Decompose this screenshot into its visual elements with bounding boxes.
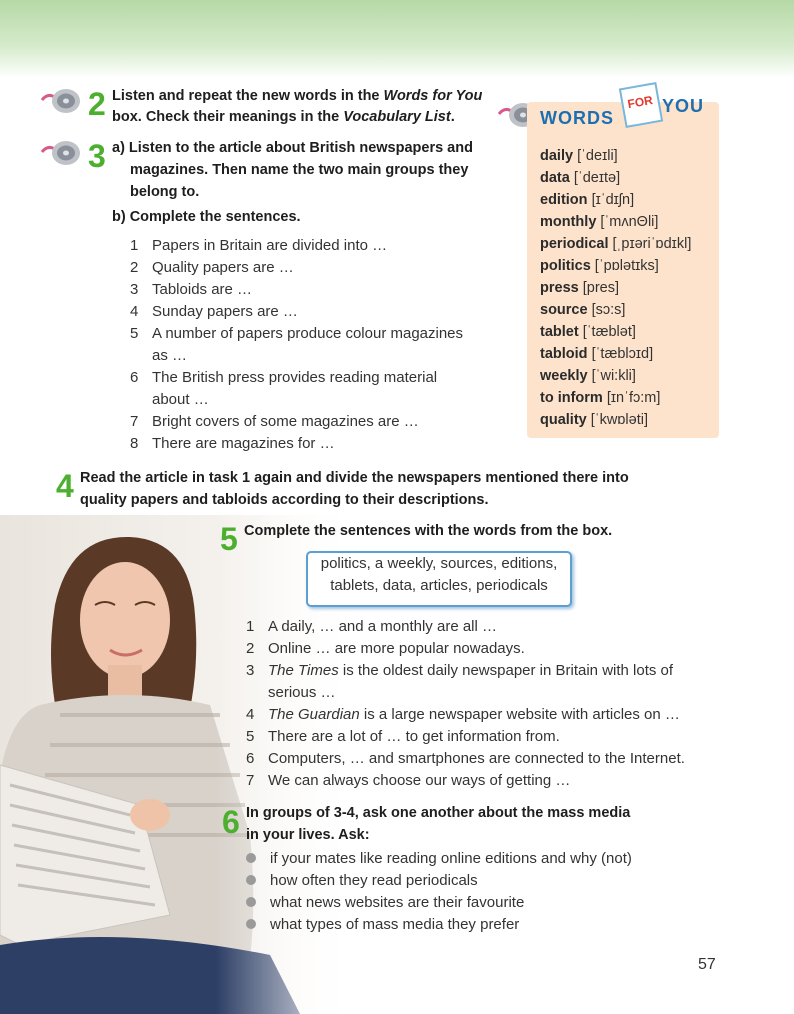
- vocab-entry: monthly [ˈmʌnΘli]: [540, 214, 659, 230]
- vocab-entry: source [sɔ:s]: [540, 302, 626, 318]
- vocab-entry: weekly [ˈwi:kli]: [540, 368, 636, 384]
- bullet-dot-icon: [246, 897, 256, 907]
- list-item: 7 We can always choose our ways of getting …: [246, 772, 571, 789]
- task6-line: in your lives. Ask:: [246, 827, 370, 843]
- bullet-item: if your mates like reading online editions and why (not): [246, 848, 632, 870]
- task-number: 5: [220, 521, 238, 557]
- list-item: 3 Tabloids are …: [130, 281, 253, 298]
- task6-line: In groups of 3-4, ask one another about the mass media: [246, 805, 631, 821]
- vocab-entry: politics [ˈpɒlətɪks]: [540, 258, 659, 274]
- audio-cd-icon[interactable]: [40, 138, 82, 168]
- task4-line: Read the article in task 1 again and divide the newspapers mentioned there into: [80, 470, 629, 486]
- vocab-entry: periodical [ˌpɪəriˈɒdɪkl]: [540, 236, 692, 252]
- list-item: 2 Online … are more popular nowadays.: [246, 640, 525, 657]
- vocab-entry: tablet [ˈtæblət]: [540, 324, 636, 340]
- bullet-item: what news websites are their favourite: [246, 892, 524, 914]
- list-item-continued: as …: [152, 347, 188, 364]
- list-item: 1 A daily, … and a monthly are all …: [246, 618, 497, 635]
- words-title: WORDS: [540, 108, 614, 128]
- vocab-entry: daily [ˈdeɪli]: [540, 148, 618, 164]
- bullet-item: how often they read periodicals: [246, 870, 478, 892]
- list-item: 8 There are magazines for …: [130, 435, 335, 452]
- you-title: YOU: [662, 96, 705, 116]
- list-item: 5 There are a lot of … to get information from.: [246, 728, 560, 745]
- top-banner: [0, 0, 794, 78]
- task4-line: quality papers and tabloids according to their descriptions.: [80, 492, 489, 508]
- vocab-entry: press [pres]: [540, 280, 619, 296]
- task3a-line: magazines. Then name the two main groups they: [130, 162, 469, 178]
- for-badge: FOR: [619, 82, 663, 128]
- vocab-entry: tabloid [ˈtæblɔɪd]: [540, 346, 654, 362]
- list-item: 5 A number of papers produce colour magazines: [130, 325, 464, 342]
- list-item: 4 The Guardian is a large newspaper website with articles on …: [246, 706, 680, 723]
- task3a-line: belong to.: [130, 184, 200, 200]
- list-item-continued: serious …: [268, 684, 336, 701]
- list-item: 4 Sunday papers are …: [130, 303, 298, 320]
- bullet-item: what types of mass media they prefer: [246, 914, 519, 936]
- list-item: 3 The Times is the oldest daily newspaper in Britain with lots of: [246, 662, 674, 679]
- bullet-dot-icon: [246, 919, 256, 929]
- task3a-line: a) Listen to the article about British newspapers and: [112, 140, 473, 156]
- task3b-heading: b) Complete the sentences.: [112, 209, 301, 225]
- task-number: 4: [56, 468, 74, 504]
- task-number: 2: [88, 86, 106, 122]
- task-number: 6: [222, 804, 240, 840]
- word-bank-box: [306, 551, 572, 607]
- vocab-entry: quality [ˈkwɒləti]: [540, 412, 648, 428]
- list-item: 7 Bright covers of some magazines are …: [130, 413, 419, 430]
- list-item: 6 The British press provides reading material: [130, 369, 438, 386]
- word-bank-line: politics, a weekly, sources, editions,: [320, 555, 558, 572]
- vocab-entry: edition [ɪˈdɪʃn]: [540, 192, 635, 208]
- page-number: 57: [698, 956, 716, 973]
- vocab-entry: data [ˈdeɪtə]: [540, 170, 621, 186]
- task-number: 3: [88, 138, 106, 174]
- task5-heading: Complete the sentences with the words from the box.: [244, 523, 613, 539]
- vocab-entry: to inform [ɪnˈfɔ:m]: [540, 390, 661, 406]
- task2-instruction: Listen and repeat the new words in the Words for You box. Check their meanings in the Vocabulary List.: [112, 88, 483, 125]
- bullet-dot-icon: [246, 875, 256, 885]
- list-item: 2 Quality papers are …: [130, 259, 294, 276]
- word-bank-line: tablets, data, articles, periodicals: [330, 577, 548, 594]
- list-item: 6 Computers, … and smartphones are connected to the Internet.: [246, 750, 685, 767]
- list-item-continued: about …: [152, 391, 209, 408]
- list-item: 1 Papers in Britain are divided into …: [130, 237, 388, 254]
- bullet-dot-icon: [246, 853, 256, 863]
- audio-cd-icon[interactable]: [40, 86, 82, 116]
